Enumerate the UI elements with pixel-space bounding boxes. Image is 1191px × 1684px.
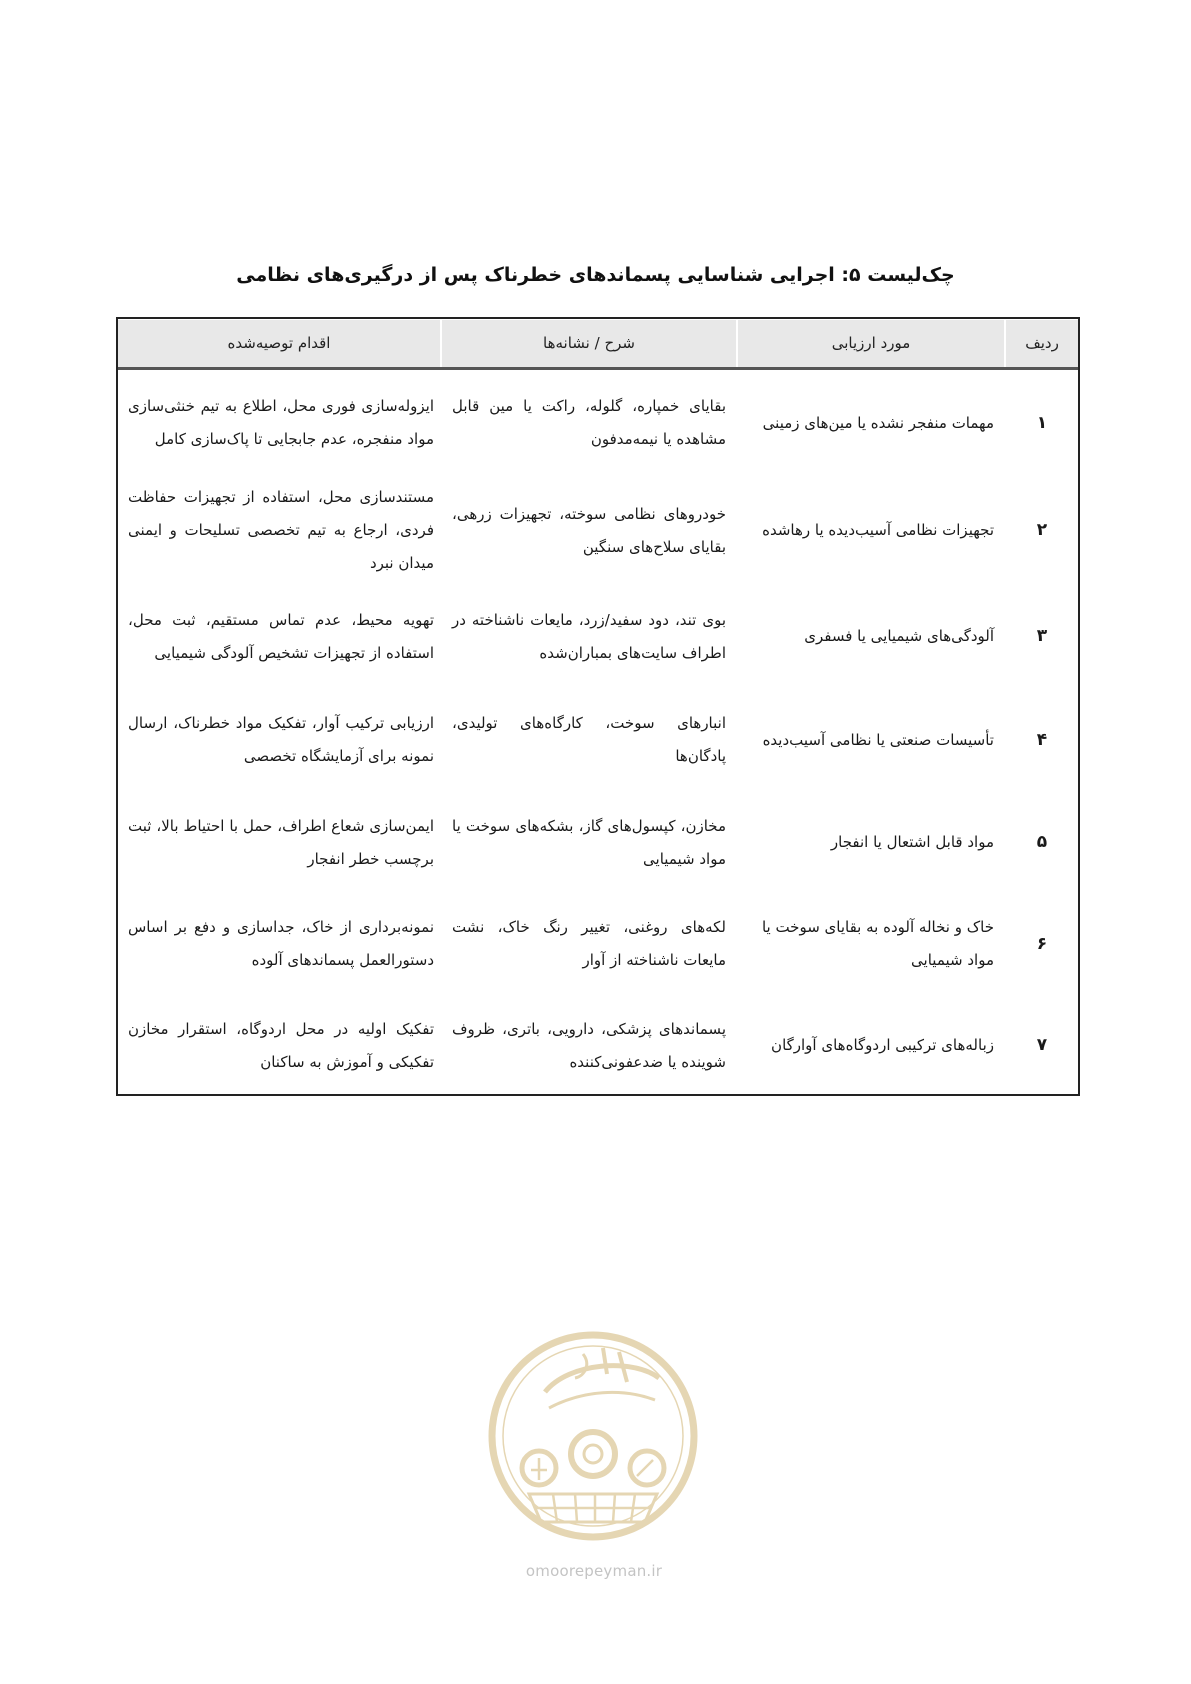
header-row-number: ردیف (1025, 334, 1059, 352)
row-number: ۴ (1036, 729, 1048, 750)
table-row (118, 792, 1078, 893)
recommended-action: تفکیک اولیه در محل اردوگاه، استقرار مخازن تفکیکی و آموزش به ساکنان (128, 1019, 434, 1071)
row-number: ۵ (1036, 832, 1048, 852)
row-number: ۲ (1036, 520, 1048, 540)
description: خودروهای نظامی سوخته، تجهیزات زرهی، بقایای سلاح‌های سنگین (452, 504, 726, 556)
checklist-table (116, 317, 1080, 1096)
description: لکه‌های روغنی، تغییر رنگ خاک، نشت مایعات ناشناخته از آوار (452, 918, 726, 969)
table-body (118, 370, 1078, 1096)
table-row (118, 893, 1078, 995)
assessment-item: مهمات منفجر نشده یا مین‌های زمینی (762, 413, 994, 432)
assessment-item: تأسیسات صنعتی یا نظامی آسیب‌دیده (762, 730, 994, 749)
header-description: شرح / نشانه‌ها (442, 320, 738, 367)
recommended-action: مستندسازی محل، استفاده از تجهیزات حفاظت فردی، ارجاع به تیم تخصصی تسلیحات و ایمنی میدان نبرد (128, 488, 434, 572)
table-row (118, 995, 1078, 1096)
recommended-action: ارزیابی ترکیب آوار، تفکیک مواد خطرناک، ارسال نمونه برای آزمایشگاه تخصصی (128, 714, 434, 765)
assessment-item: مواد قابل اشتعال یا انفجار (830, 833, 994, 851)
row-number: ۱ (1036, 412, 1048, 433)
table-row (118, 370, 1078, 476)
assessment-item: زباله‌های ترکیبی اردوگاه‌های آوارگان (771, 1036, 994, 1054)
description: پسماندهای پزشکی، دارویی، باتری، ظروف شوینده یا ضدعفونی‌کننده (452, 1019, 726, 1071)
table-row (118, 688, 1078, 792)
page-title: چک‌لیست ۵: اجرایی شناسایی پسماندهای خطرناک پس از درگیری‌های نظامی (236, 264, 955, 286)
recommended-action: ایزوله‌سازی فوری محل، اطلاع به تیم خنثی‌سازی مواد منفجره، عدم جابجایی تا پاک‌سازی کامل (128, 397, 434, 448)
row-number: ۳ (1036, 626, 1048, 646)
table-header-row (118, 319, 1078, 370)
assessment-item: تجهیزات نظامی آسیب‌دیده یا رهاشده (762, 521, 994, 539)
table-row (118, 476, 1078, 585)
recommended-action: ایمن‌سازی شعاع اطراف، حمل با احتیاط بالا، ثبت برچسب خطر انفجار (128, 816, 434, 868)
description: انبارهای سوخت، کارگاه‌های تولیدی، پادگان‌ها (452, 714, 726, 765)
header-recommended-action: اقدام توصیه‌شده (118, 320, 442, 367)
watermark-url: omoorepeyman.ir (525, 1562, 663, 1580)
row-number: ۷ (1036, 1035, 1048, 1055)
recommended-action: تهویه محیط، عدم تماس مستقیم، ثبت محل، استفاده از تجهیزات تشخیص آلودگی شیمیایی (128, 610, 434, 662)
assessment-item: آلودگی‌های شیمیایی یا فسفری (804, 627, 994, 645)
description: مخازن، کپسول‌های گاز، بشکه‌های سوخت یا مواد شیمیایی (452, 816, 726, 868)
description: بقایای خمپاره، گلوله، راکت یا مین قابل مشاهده یا نیمه‌مدفون (452, 397, 726, 448)
row-number: ۶ (1036, 933, 1048, 954)
table-row (118, 585, 1078, 688)
assessment-item: خاک و نخاله آلوده به بقایای سوخت یا مواد شیمیایی (761, 918, 994, 969)
header-assessment-item: مورد ارزیابی (738, 320, 1006, 367)
watermark-logo (487, 1318, 700, 1553)
description: بوی تند، دود سفید/زرد، مایعات ناشناخته در اطراف سایت‌های بمباران‌شده (452, 610, 726, 662)
recommended-action: نمونه‌برداری از خاک، جداسازی و دفع بر اساس دستورالعمل پسماندهای آلوده (128, 918, 434, 969)
